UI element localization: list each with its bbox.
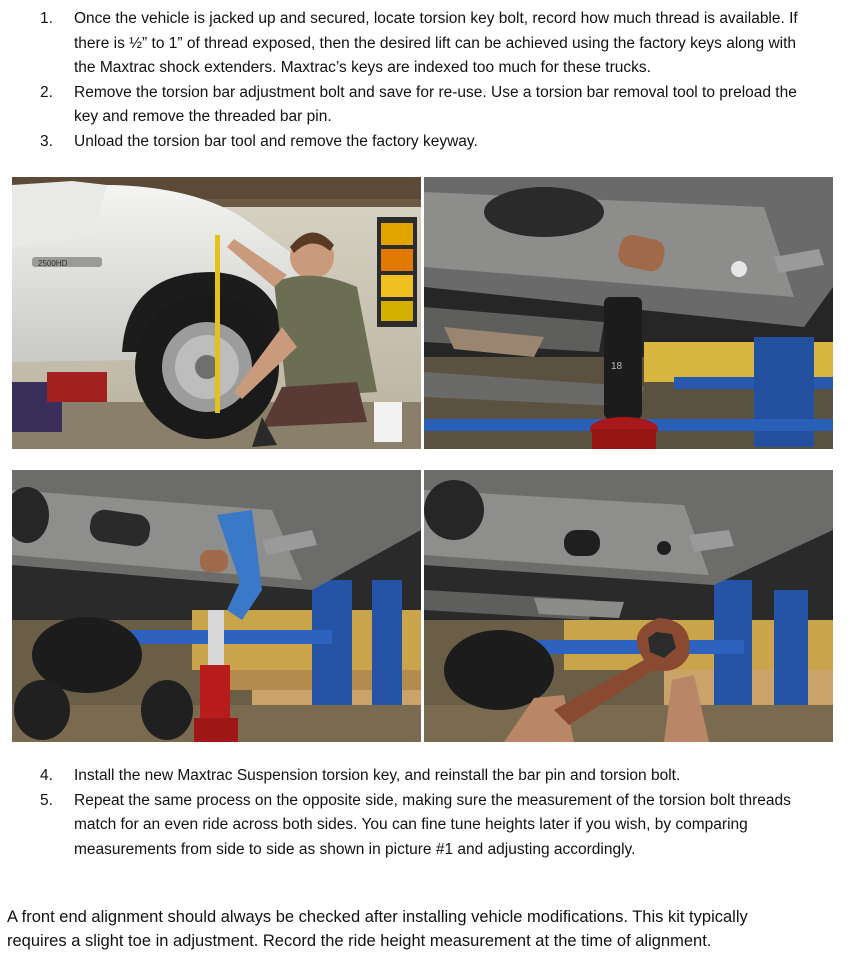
step-5	[0, 789, 851, 863]
step-number: 2.	[40, 83, 53, 101]
socket-marking: 18	[611, 361, 623, 372]
truck-badge: 2500HD	[38, 259, 68, 268]
step-text-line: the Maxtrac shock extenders. Maxtrac’s keys are indexed too much for these trucks.	[74, 59, 651, 76]
step-number: 5.	[40, 791, 53, 809]
instruction-steps-bottom	[0, 764, 851, 862]
photo-torsion-bar-tool	[12, 470, 421, 742]
photo-new-torsion-key	[424, 470, 833, 742]
step-text-line: match for an even ride across both sides. You can fine tune heights later if you wish, by comparing	[74, 816, 748, 833]
step-text-line: Install the new Maxtrac Suspension torsion key, and reinstall the bar pin and torsion bolt.	[74, 767, 681, 784]
step-number: 4.	[40, 767, 53, 784]
step-text-line: Repeat the same process on the opposite side, making sure the measurement of the torsion bolt threads	[74, 791, 791, 809]
socket	[604, 297, 642, 419]
note-text-line: requires a slight toe in adjustment. Record the ride height measurement at the time of alignment.	[7, 932, 712, 950]
step-text-line: Remove the torsion bar adjustment bolt and save for re-use. Use a torsion bar removal tool to preload the	[74, 83, 797, 101]
step-text-line: there is ½” to 1” of thread exposed, then the desired lift can be achieved using the factory keys along with	[74, 34, 797, 52]
step-1	[0, 7, 851, 81]
instruction-steps-top	[0, 7, 851, 154]
step-text-line: Unload the torsion bar tool and remove the factory keyway.	[74, 132, 478, 150]
alignment-note	[7, 905, 845, 953]
step-text-line: Once the vehicle is jacked up and secured, locate torsion key bolt, record how much thread is available. If	[74, 10, 798, 27]
photo-torsion-bolt-removal	[424, 177, 833, 449]
step-text-line: key and remove the threaded bar pin.	[74, 108, 332, 125]
step-number: 3.	[40, 132, 53, 150]
step-4	[0, 764, 851, 789]
step-number: 1.	[40, 10, 53, 27]
step-3	[0, 130, 851, 155]
photo-measuring-ride-height	[12, 177, 421, 449]
tape-measure	[215, 235, 220, 413]
step-text-line: measurements from side to side as shown in picture #1 and adjusting accordingly.	[74, 840, 636, 858]
note-text-line: A front end alignment should always be checked after installing vehicle modifications. This kit typically	[7, 908, 748, 926]
step-2	[0, 81, 851, 130]
